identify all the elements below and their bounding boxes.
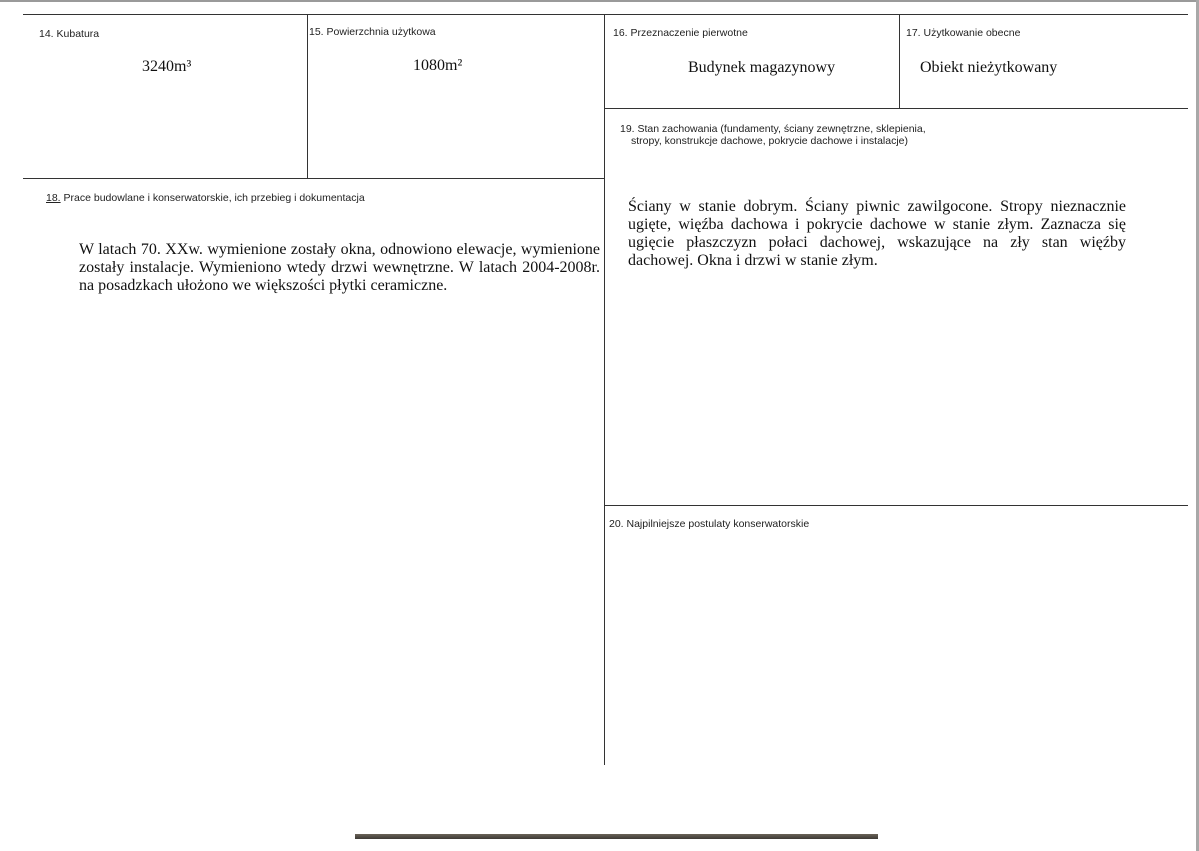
- field-16-value: Budynek magazynowy: [688, 59, 836, 76]
- divider-16-19: [605, 108, 1188, 109]
- field-18-number: 18.: [46, 192, 61, 204]
- field-14-label: 14. Kubatura: [39, 28, 100, 40]
- field-18-title: Prace budowlane i konserwatorskie, ich przebieg i dokumentacja: [63, 192, 365, 204]
- field-15-value: 1080m²: [413, 57, 463, 74]
- field-17-label: 17. Użytkowanie obecne: [906, 27, 1021, 39]
- divider-top-18: [23, 178, 604, 179]
- divider-14-15: [307, 14, 308, 178]
- center-divider: [604, 14, 605, 765]
- field-20-label: 20. Najpilniejsze postulaty konserwatorskie: [609, 518, 810, 530]
- top-border: [23, 14, 1188, 15]
- field-18-text: W latach 70. XXw. wymienione zostały okna, odnowiono elewacje, wymienione zostały instalacje. Wymieniono wtedy drzwi wewnętrzne. W latach 2004-2008r. na posadzkach ułożono we większości płytki ceramiczne.: [79, 241, 600, 294]
- field-14-value: 3240m³: [142, 58, 192, 75]
- field-18-label: [46, 192, 365, 205]
- field-15-label: 15. Powierzchnia użytkowa: [309, 26, 436, 38]
- scan-top-edge: [0, 0, 1199, 2]
- field-19-label-line1: 19. Stan zachowania (fundamenty, ściany zewnętrzne, sklepienia,: [620, 123, 926, 135]
- scan-binding-strip: [355, 834, 878, 839]
- field-17-value: Obiekt nieżytkowany: [920, 59, 1058, 76]
- divider-19-20: [605, 505, 1188, 506]
- field-19-text: Ściany w stanie dobrym. Ściany piwnic zawilgocone. Stropy nieznacznie ugięte, więźba dachowa i pokrycie dachowe w stanie złym. Zaznacza się ugięcie płaszczyzn połaci dachowej, wskazujące na zły stan więźby dachowej. Okna i drzwi w stanie złym.: [628, 198, 1126, 269]
- field-19-label-line2: stropy, konstrukcje dachowe, pokrycie dachowe i instalacje): [631, 135, 909, 147]
- divider-16-17: [899, 14, 900, 108]
- field-16-label: 16. Przeznaczenie pierwotne: [613, 27, 748, 39]
